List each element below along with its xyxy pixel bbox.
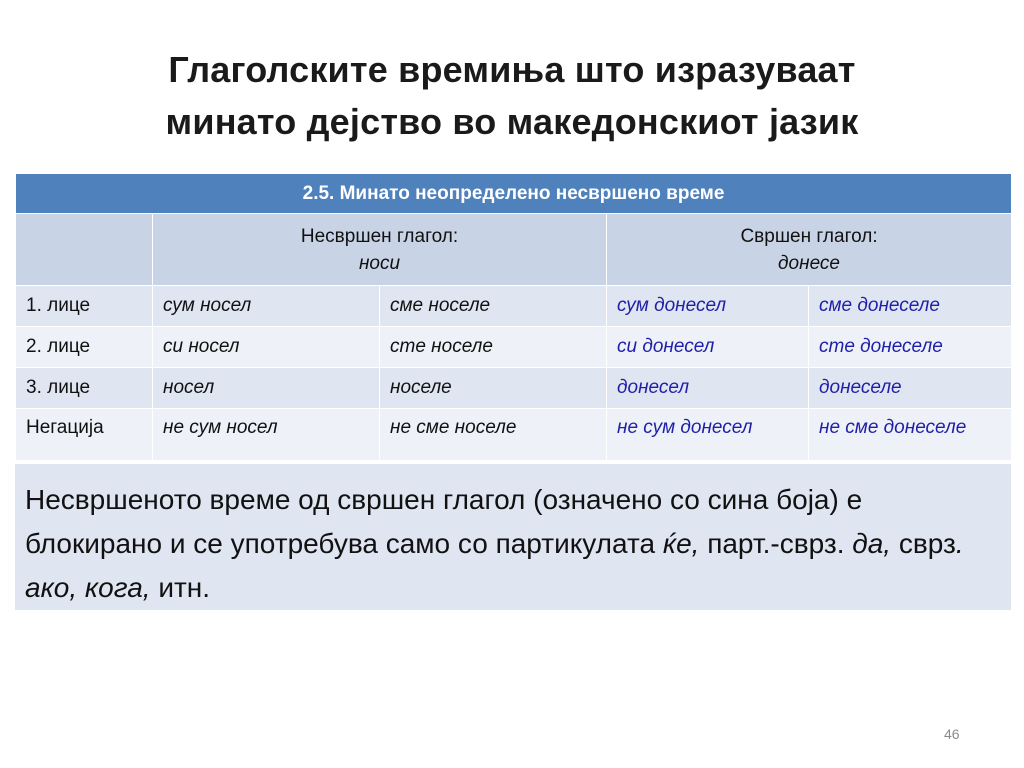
table-row (16, 286, 1012, 327)
perfective-singular-cell: си донесел (607, 327, 809, 368)
perfective-plural-cell: донеселе (809, 368, 1012, 409)
note-particle-ke: ќе, (662, 528, 700, 559)
note-conjunctions: ако, кога, (25, 572, 151, 603)
table-row (16, 368, 1012, 409)
empty-corner-cell (16, 214, 153, 286)
imperfective-plural-cell: сте носеле (380, 327, 607, 368)
person-cell: 1. лице (16, 286, 153, 327)
conjugation-table (15, 173, 1012, 461)
imperfective-singular-cell: сум носел (153, 286, 380, 327)
perfective-plural-cell: не сме донеселе (809, 409, 1012, 461)
imperfective-plural-cell: не сме носеле (380, 409, 607, 461)
table-row (16, 327, 1012, 368)
imperfective-singular-cell: носел (153, 368, 380, 409)
perfective-singular-cell: сум донесел (607, 286, 809, 327)
perfective-column-header (607, 214, 1012, 286)
person-cell: 3. лице (16, 368, 153, 409)
person-cell: 2. лице (16, 327, 153, 368)
perfective-verb: донесе (778, 252, 840, 274)
slide-title (0, 44, 1024, 148)
note-text-4: итн. (150, 572, 211, 603)
imperfective-label: Несвршен глагол: (300, 225, 459, 247)
imperfective-plural-cell: сме носеле (380, 286, 607, 327)
imperfective-singular-cell: не сум носел (153, 409, 380, 461)
table-subheader-row (16, 214, 1012, 286)
table-header: 2.5. Минато неопределено несвршено време (16, 174, 1012, 214)
perfective-singular-cell: не сум донесел (607, 409, 809, 461)
note-text-3: сврз (891, 528, 956, 559)
perfective-plural-cell: сме донеселе (809, 286, 1012, 327)
note-text-1: Несвршеното време од свршен глагол (означено со сина боја) е блокирано и се употребува само со партикулата (25, 484, 863, 559)
imperfective-plural-cell: носеле (380, 368, 607, 409)
slide-title-line-2: минато дејство во македонскиот јазик (165, 101, 859, 142)
imperfective-verb: носи (358, 252, 401, 274)
perfective-label: Свршен глагол: (740, 225, 878, 247)
table-row (16, 409, 1012, 461)
perfective-plural-cell: сте донеселе (809, 327, 1012, 368)
page-number: 46 (944, 726, 960, 742)
person-cell: Негација (16, 409, 153, 461)
table-header-row (16, 174, 1012, 214)
note-dot: . (955, 528, 964, 559)
slide-title-line-1: Глаголските времиња што изразуваат (168, 49, 856, 90)
explanation-note (15, 464, 1011, 610)
note-text-2: парт.-сврз. (699, 528, 853, 559)
perfective-singular-cell: донесел (607, 368, 809, 409)
note-particle-da: да, (852, 528, 892, 559)
imperfective-column-header (153, 214, 607, 286)
imperfective-singular-cell: си носел (153, 327, 380, 368)
